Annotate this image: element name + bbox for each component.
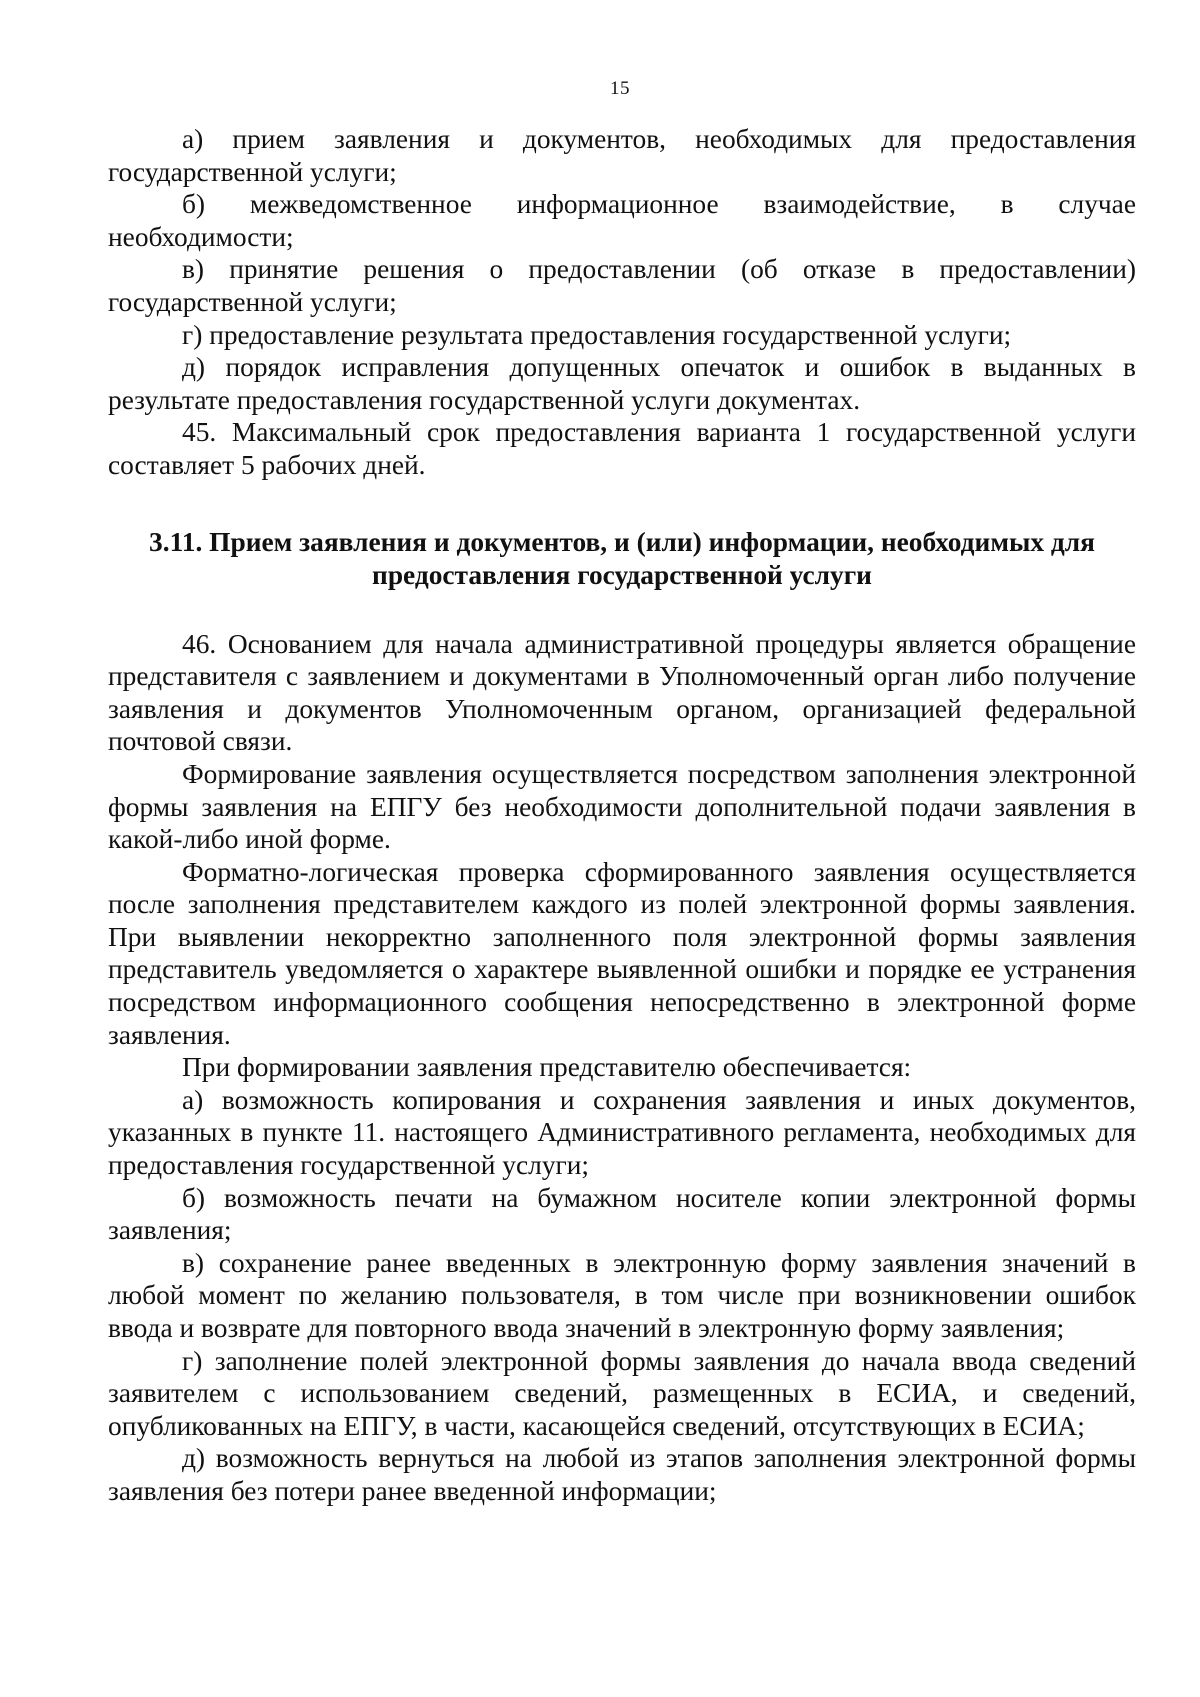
paragraph: Формирование заявления осуществляется посредством заполнения электронной формы заявления на ЕПГУ без необходимости дополнительной подачи заявления в какой-либо иной форме. — [108, 758, 1136, 855]
paragraph: а) возможность копирования и сохранения заявления и иных документов, указанных в пункте 11. настоящего Административного регламента, необходимых для предоставления государственной услуги; — [108, 1084, 1136, 1181]
paragraph: б) межведомственное информационное взаимодействие, в случае необходимости; — [108, 189, 1136, 252]
section-heading: 3.11. Прием заявления и документов, и (или) информации, необходимых для предоставления государственной услуги — [149, 526, 1095, 590]
paragraph: Форматно-логическая проверка сформированного заявления осуществляется после заполнения представителем каждого из полей электронной формы заявления. При выявлении некорректно заполненного поля электронной формы заявления представитель уведомляется о характере выявленной ошибки и порядке ее устранения посредством информационного сообщения непосредственно в электронной форме заявления. — [108, 856, 1136, 1050]
paragraph: б) возможность печати на бумажном носителе копии электронной формы заявления; — [108, 1182, 1136, 1246]
paragraph: г) предоставление результата предоставления государственной услуги; — [182, 319, 1012, 350]
paragraph: д) возможность вернуться на любой из этапов заполнения электронной формы заявления без потери ранее введенной информации; — [108, 1443, 1136, 1506]
paragraph: в) принятие решения о предоставлении (об отказе в предоставлении) государственной услуги; — [108, 254, 1136, 317]
paragraph: 46. Основанием для начала административной процедуры является обращение представителя с заявлением и документами в Уполномоченный орган либо получение заявления и документов Уполномоченным органом, организацией федеральной почтовой связи. — [108, 628, 1136, 757]
document-body — [108, 123, 1136, 1508]
paragraph: а) прием заявления и документов, необходимых для предоставления государственной услуги; — [108, 124, 1136, 187]
paragraph: в) сохранение ранее введенных в электронную форму заявления значений в любой момент по желанию пользователя, в том числе при возникновении ошибок ввода и возврате для повторного ввода значений в электронную форму заявления; — [108, 1247, 1136, 1343]
paragraph: г) заполнение полей электронной формы заявления до начала ввода сведений заявителем с использованием сведений, размещенных в ЕСИА, и сведений, опубликованных на ЕПГУ, в части, касающейся сведений, отсутствующих в ЕСИА; — [108, 1345, 1136, 1441]
page-number: 15 — [610, 78, 630, 99]
paragraph: 45. Максимальный срок предоставления варианта 1 государственной услуги составляет 5 рабочих дней. — [108, 417, 1136, 480]
paragraph: д) порядок исправления допущенных опечаток и ошибок в выданных в результате предоставления государственной услуги документах. — [108, 352, 1136, 415]
paragraph: При формировании заявления представителю обеспечивается: — [182, 1052, 912, 1083]
